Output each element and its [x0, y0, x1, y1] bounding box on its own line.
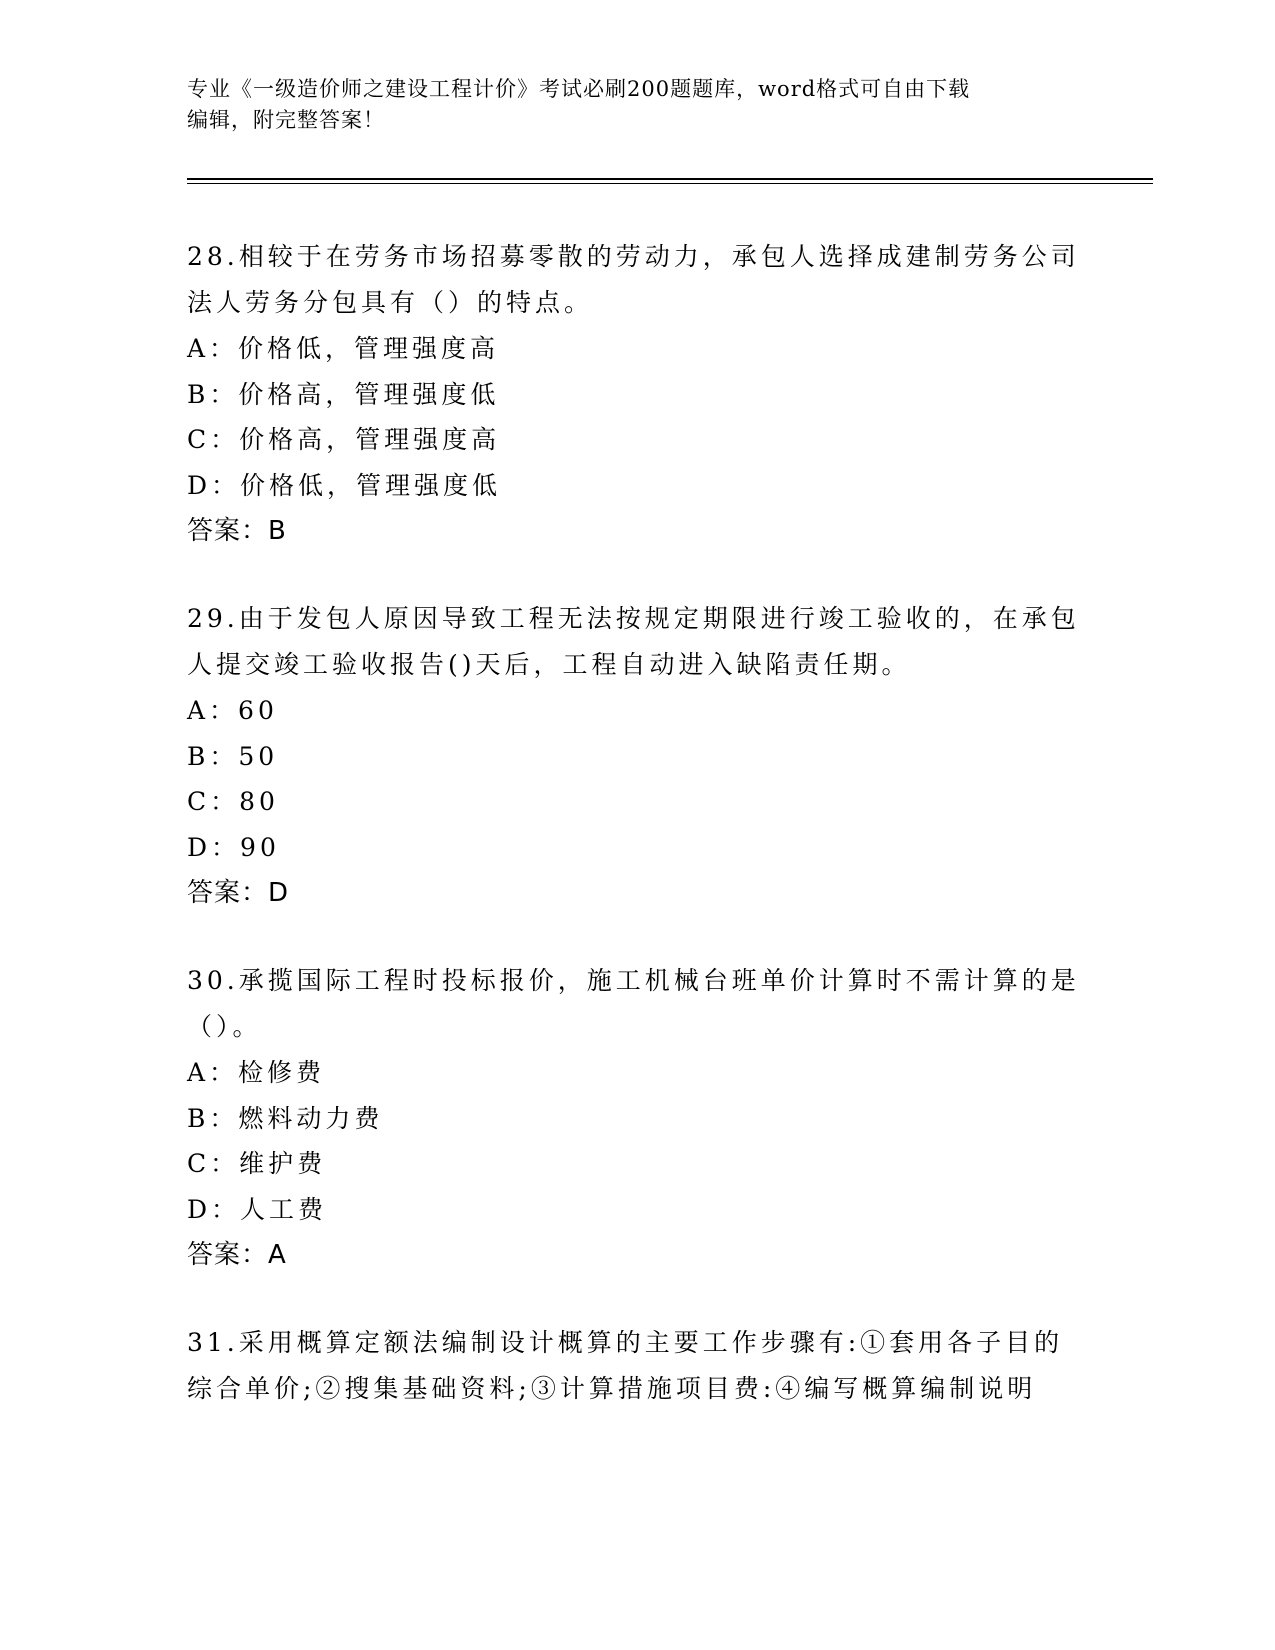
question-text-line: 29.由于发包人原因导致工程无法按规定期限进行竣工验收的，在承包	[187, 604, 1080, 633]
answer: 答案：A	[187, 1240, 287, 1270]
option-c: C：维护费	[187, 1149, 327, 1178]
question-text-line: 31.采用概算定额法编制设计概算的主要工作步骤有:①套用各子目的	[187, 1328, 1064, 1357]
answer: 答案：D	[187, 878, 290, 908]
question-text-line: （）。	[187, 1012, 262, 1041]
option-b: B：价格高，管理强度低	[187, 379, 500, 409]
option-a: A：价格低，管理强度高	[187, 334, 500, 363]
option-a: A：检修费	[187, 1058, 326, 1087]
option-a: A：60	[187, 696, 278, 725]
question-text-line: 法人劳务分包具有（）的特点。	[187, 288, 594, 317]
question-text-line: 28.相较于在劳务市场招募零散的劳动力，承包人选择成建制劳务公司	[187, 242, 1080, 271]
answer: 答案：B	[187, 516, 287, 546]
question-list	[187, 234, 1087, 1454]
question-28	[187, 234, 1087, 554]
header-divider-thin	[187, 183, 1153, 184]
document-header	[187, 74, 1067, 136]
option-d: D：90	[187, 832, 280, 862]
question-text-line: 人提交竣工验收报告()天后，工程自动进入缺陷责任期。	[187, 650, 911, 679]
option-c: C：80	[187, 787, 279, 816]
header-line-2: 编辑，附完整答案！	[187, 108, 385, 132]
option-b: B：燃料动力费	[187, 1103, 384, 1133]
option-c: C：价格高，管理强度高	[187, 425, 501, 454]
question-29	[187, 596, 1087, 916]
question-31	[187, 1320, 1087, 1412]
option-d: D：价格低，管理强度低	[187, 470, 502, 500]
question-30	[187, 958, 1087, 1278]
option-d: D：人工费	[187, 1194, 328, 1224]
header-divider-thick	[187, 178, 1153, 180]
header-line-1: 专业《一级造价师之建设工程计价》考试必刷200题题库，word格式可自由下载	[187, 77, 971, 101]
option-b: B：50	[187, 741, 279, 771]
question-text-line: 30.承揽国际工程时投标报价，施工机械台班单价计算时不需计算的是	[187, 966, 1080, 995]
question-text-line: 综合单价;②搜集基础资料;③计算措施项目费:④编写概算编制说明	[187, 1374, 1037, 1403]
